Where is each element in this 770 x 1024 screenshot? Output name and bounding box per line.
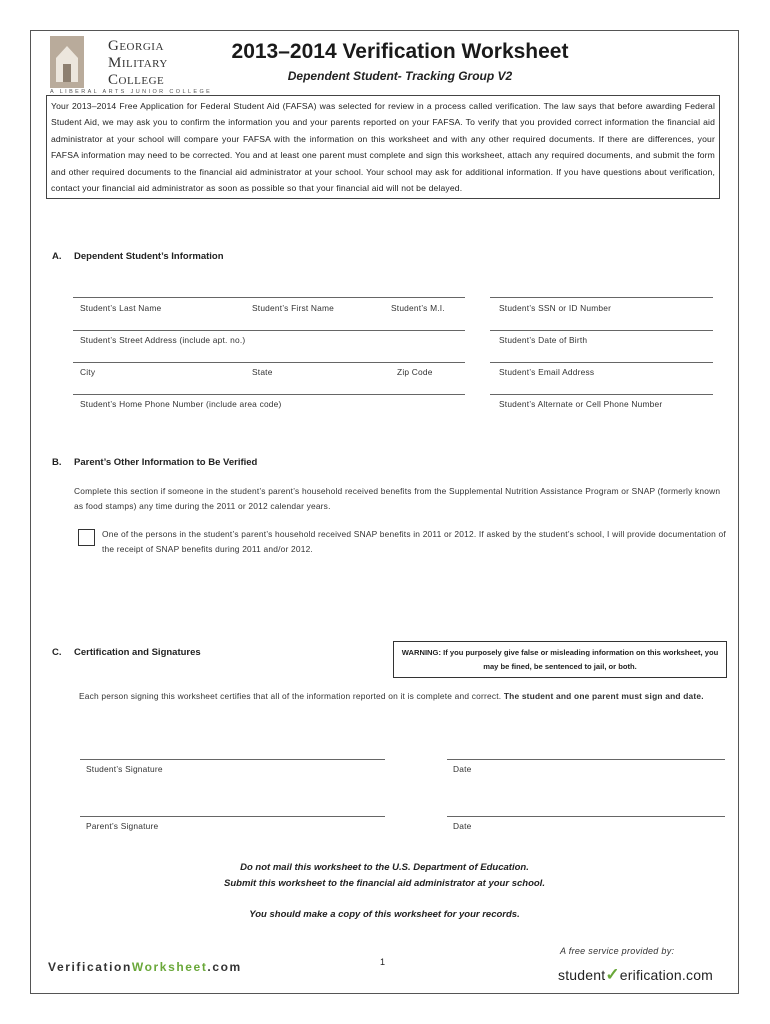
brand-part-2: Worksheet bbox=[131, 960, 208, 974]
brand2-part-1: student bbox=[558, 967, 606, 983]
service-note: A free service provided by: bbox=[560, 946, 675, 956]
name-line[interactable] bbox=[73, 297, 465, 298]
page-number: 1 bbox=[380, 957, 386, 967]
college-name: Georgia Military College bbox=[108, 38, 168, 88]
certification-text bbox=[79, 689, 729, 704]
section-c-title: Certification and Signatures bbox=[74, 647, 201, 658]
last-name-label: Student’s Last Name bbox=[80, 303, 162, 313]
dob-line[interactable] bbox=[490, 330, 713, 331]
verification-worksheet-brand[interactable] bbox=[48, 960, 242, 974]
college-tagline: A LIBERAL ARTS JUNIOR COLLEGE bbox=[50, 89, 213, 95]
student-date-label: Date bbox=[453, 764, 472, 774]
parent-signature-line[interactable] bbox=[80, 816, 385, 817]
mi-label: Student’s M.I. bbox=[391, 303, 445, 313]
student-verification-brand[interactable] bbox=[558, 965, 713, 985]
student-signature-label: Student’s Signature bbox=[86, 764, 163, 774]
section-a-letter: A. bbox=[52, 251, 62, 262]
home-phone-line[interactable] bbox=[73, 394, 465, 395]
zip-label: Zip Code bbox=[397, 367, 433, 377]
ssn-label: Student’s SSN or ID Number bbox=[499, 303, 612, 313]
warning-label: WARNING: bbox=[401, 648, 441, 657]
parent-signature-label: Parent’s Signature bbox=[86, 821, 159, 831]
student-signature-line[interactable] bbox=[80, 759, 385, 760]
student-date-line[interactable] bbox=[447, 759, 725, 760]
warning-box bbox=[393, 641, 727, 678]
submit-note: Submit this worksheet to the financial aid administrator at your school. bbox=[224, 878, 545, 889]
section-b-letter: B. bbox=[52, 457, 62, 468]
certification-statement: Each person signing this worksheet certifies that all of the information reported on it is complete and correct. bbox=[79, 691, 502, 701]
address-label: Student’s Street Address (include apt. no.) bbox=[80, 335, 246, 345]
alt-phone-line[interactable] bbox=[490, 394, 713, 395]
state-label: State bbox=[252, 367, 273, 377]
ssn-line[interactable] bbox=[490, 297, 713, 298]
email-label: Student’s Email Address bbox=[499, 367, 595, 377]
snap-description: Complete this section if someone in the student’s parent’s household received benefits from the Supplemental Nutrition Assistance Program or SNAP (formerly known as food stamps) any time during the 2011 or 2012 calendar years. bbox=[74, 486, 721, 511]
home-phone-label: Student’s Home Phone Number (include area code) bbox=[80, 399, 282, 409]
page-subtitle: Dependent Student- Tracking Group V2 bbox=[287, 69, 513, 83]
first-name-label: Student’s First Name bbox=[252, 303, 335, 313]
brand2-part-2: erification.com bbox=[619, 967, 714, 983]
do-not-mail-note: Do not mail this worksheet to the U.S. Department of Education. bbox=[240, 862, 529, 873]
intro-text: Your 2013–2014 Free Application for Federal Student Aid (FAFSA) was selected for review in a process called verification. The law says that before awarding Federal Student Aid, we may ask you to confirm the information you and your parents reported on your FAFSA. To verify that you provided correct information the financial aid administrator at your school will compare your FAFSA with the information on this worksheet and with any other required documents. If there are differences, your FAFSA information may need to be corrected. You and at least one parent must complete and sign this worksheet, attach any required documents, and submit the form and other required documents to the financial aid administrator at your school. Your school may ask for additional information. If you have questions about verification, contact your financial aid administrator as soon as possible so that your financial aid will not be delayed. bbox=[46, 95, 720, 199]
snap-checkbox-label: One of the persons in the student’s parent’s household received SNAP benefits in 2011 or 2012. If asked by the student’s school, I will provide documentation of the receipt of SNAP benefits during 2011 and/or 2012. bbox=[102, 529, 726, 554]
copy-note: You should make a copy of this worksheet for your records. bbox=[249, 909, 520, 920]
parent-date-line[interactable] bbox=[447, 816, 725, 817]
dob-label: Student’s Date of Birth bbox=[499, 335, 588, 345]
warning-text: If you purposely give false or misleading information on this worksheet, you may be fined, be sentenced to jail, or both. bbox=[443, 648, 719, 671]
brand-part-1: Verification bbox=[48, 960, 132, 974]
snap-checkbox[interactable] bbox=[78, 529, 95, 546]
checkmark-icon: ✓ bbox=[605, 965, 620, 984]
address-line[interactable] bbox=[73, 330, 465, 331]
city-label: City bbox=[80, 367, 96, 377]
certification-requirement: The student and one parent must sign and date. bbox=[503, 691, 704, 701]
section-c-letter: C. bbox=[52, 647, 62, 658]
brand-part-3: .com bbox=[207, 960, 242, 974]
section-b-title: Parent’s Other Information to Be Verified bbox=[74, 457, 258, 468]
city-line[interactable] bbox=[73, 362, 465, 363]
alt-phone-label: Student’s Alternate or Cell Phone Number bbox=[499, 399, 663, 409]
page-title: 2013–2014 Verification Worksheet bbox=[231, 40, 569, 63]
email-line[interactable] bbox=[490, 362, 713, 363]
parent-date-label: Date bbox=[453, 821, 472, 831]
section-a-title: Dependent Student’s Information bbox=[74, 251, 224, 262]
